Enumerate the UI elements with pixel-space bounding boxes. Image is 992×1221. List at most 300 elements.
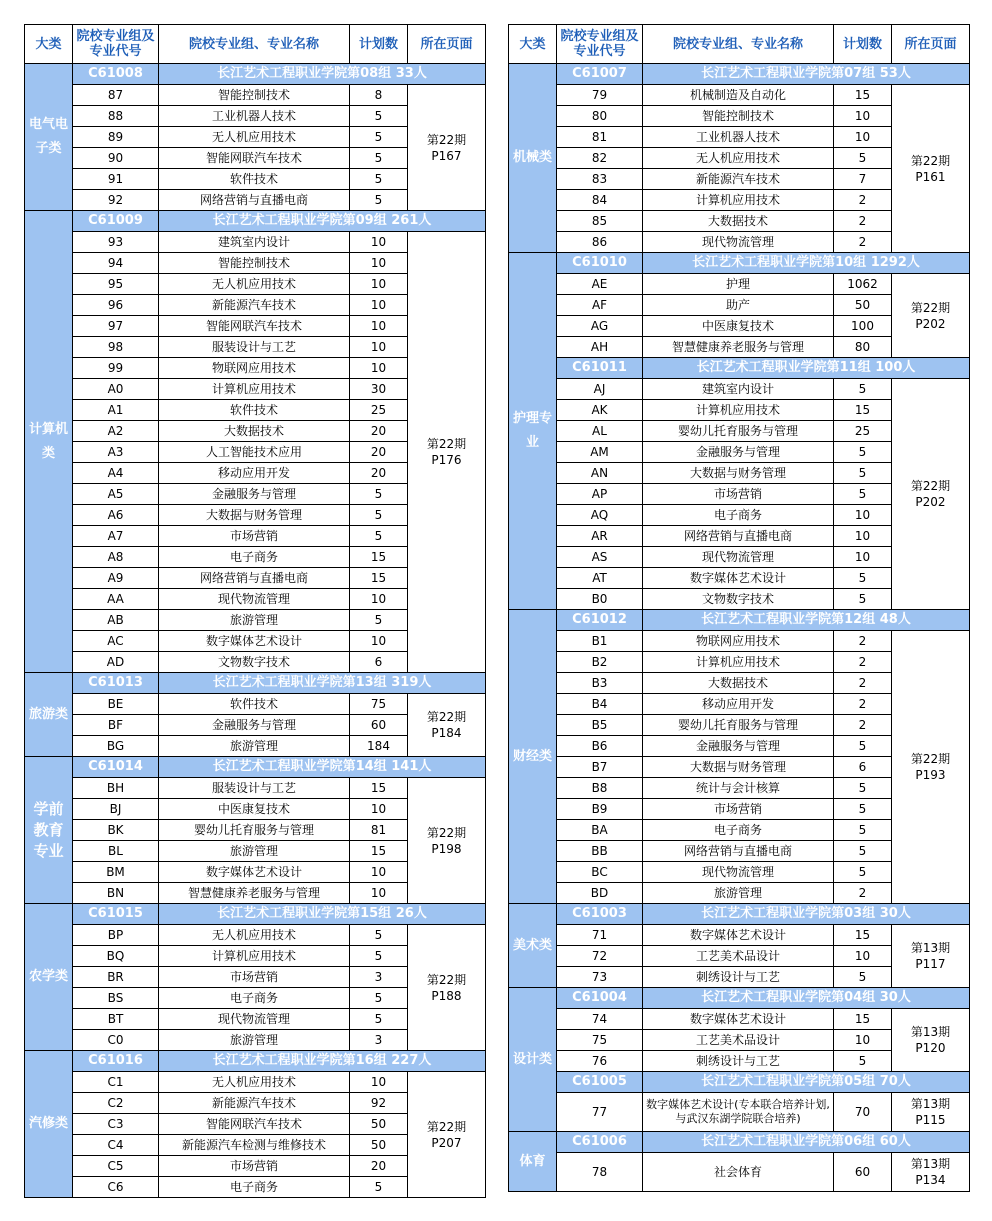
page-period: 第13期	[910, 1097, 951, 1111]
plan-count: 5	[834, 484, 892, 505]
major-code: 84	[557, 190, 643, 211]
page-period: 第13期	[910, 1157, 951, 1171]
major-name: 大数据与财务管理	[159, 505, 350, 526]
page-period: 第22期	[910, 153, 951, 168]
group-title: 长江艺术工程职业学院第11组 100人	[643, 358, 970, 379]
major-name: 现代物流管理	[643, 232, 834, 253]
major-name: 市场营销	[643, 799, 834, 820]
plan-count: 10	[834, 106, 892, 127]
major-code: 71	[557, 925, 643, 946]
major-name: 计算机应用技术	[159, 379, 350, 400]
plan-count: 5	[350, 925, 408, 946]
table-row	[509, 631, 970, 652]
major-name: 现代物流管理	[643, 547, 834, 568]
major-name: 网络营销与直播电商	[159, 190, 350, 211]
group-header-row	[25, 211, 486, 232]
major-code: 97	[73, 316, 159, 337]
group-header-row	[25, 64, 486, 85]
major-code: BF	[73, 715, 159, 736]
major-name: 大数据技术	[159, 421, 350, 442]
plan-count: 5	[834, 778, 892, 799]
major-code: 73	[557, 967, 643, 988]
table-row	[25, 925, 486, 946]
table-row	[25, 1072, 486, 1093]
major-name: 新能源汽车技术	[643, 169, 834, 190]
plan-count: 5	[350, 988, 408, 1009]
major-code: B4	[557, 694, 643, 715]
plan-count: 10	[834, 505, 892, 526]
header-plan: 计划数	[350, 25, 408, 64]
plan-count: 5	[350, 610, 408, 631]
page-period: 第22期	[426, 825, 467, 840]
plan-count: 10	[350, 1072, 408, 1093]
major-name: 智能网联汽车技术	[159, 148, 350, 169]
major-name: 统计与会计核算	[643, 778, 834, 799]
major-name: 软件技术	[159, 694, 350, 715]
major-code: BS	[73, 988, 159, 1009]
category-cell: 计算机类	[25, 211, 73, 673]
major-name: 数字媒体艺术设计(专本联合培养计划,与武汉东湖学院联合培养)	[643, 1093, 834, 1132]
major-name: 软件技术	[159, 400, 350, 421]
plan-count: 5	[834, 799, 892, 820]
group-code: C61010	[557, 253, 643, 274]
page-cell	[408, 778, 486, 904]
page-cell	[408, 694, 486, 757]
group-code: C61015	[73, 904, 159, 925]
major-code: BL	[73, 841, 159, 862]
plan-count: 10	[350, 631, 408, 652]
major-code: AA	[73, 589, 159, 610]
major-code: 92	[73, 190, 159, 211]
plan-count: 5	[350, 946, 408, 967]
plan-count: 7	[834, 169, 892, 190]
table-row	[509, 1153, 970, 1192]
page-period: 第22期	[910, 752, 951, 766]
major-code: B1	[557, 631, 643, 652]
page-number: P115	[915, 1113, 946, 1127]
category-cell: 机械类	[509, 64, 557, 253]
group-title: 长江艺术工程职业学院第13组 319人	[159, 673, 486, 694]
major-code: AG	[557, 316, 643, 337]
major-code: A5	[73, 484, 159, 505]
major-code: B5	[557, 715, 643, 736]
header-category: 大类	[25, 25, 73, 64]
page-number: P188	[431, 988, 462, 1003]
major-name: 智慧健康养老服务与管理	[643, 337, 834, 358]
major-code: A1	[73, 400, 159, 421]
group-title: 长江艺术工程职业学院第05组 70人	[643, 1072, 970, 1093]
plan-count: 2	[834, 883, 892, 904]
major-name: 现代物流管理	[159, 1009, 350, 1030]
major-code: 91	[73, 169, 159, 190]
group-code: C61013	[73, 673, 159, 694]
major-code: 96	[73, 295, 159, 316]
page-number: P202	[915, 316, 946, 331]
major-code: AF	[557, 295, 643, 316]
major-code: BE	[73, 694, 159, 715]
plan-count: 5	[834, 442, 892, 463]
major-code: AQ	[557, 505, 643, 526]
group-code: C61004	[557, 988, 643, 1009]
major-code: BB	[557, 841, 643, 862]
major-name: 建筑室内设计	[159, 232, 350, 253]
plan-count: 5	[350, 127, 408, 148]
page-cell	[892, 379, 970, 610]
major-code: A3	[73, 442, 159, 463]
major-name: 社会体育	[643, 1153, 834, 1192]
major-name: 电子商务	[643, 505, 834, 526]
plan-count: 10	[350, 232, 408, 253]
group-code: C61012	[557, 610, 643, 631]
header-row	[25, 25, 486, 64]
group-header-row	[25, 904, 486, 925]
page-cell	[408, 85, 486, 211]
major-code: C0	[73, 1030, 159, 1051]
major-name: 婴幼儿托育服务与管理	[159, 820, 350, 841]
page-number: P184	[431, 726, 462, 740]
major-code: A6	[73, 505, 159, 526]
major-name: 人工智能技术应用	[159, 442, 350, 463]
page-period: 第22期	[426, 710, 467, 724]
major-code: 86	[557, 232, 643, 253]
major-code: B0	[557, 589, 643, 610]
plan-count: 70	[834, 1093, 892, 1132]
group-title: 长江艺术工程职业学院第10组 1292人	[643, 253, 970, 274]
page-cell	[892, 274, 970, 358]
major-name: 服装设计与工艺	[159, 337, 350, 358]
major-name: 无人机应用技术	[159, 274, 350, 295]
major-name: 大数据技术	[643, 673, 834, 694]
plan-count: 10	[350, 862, 408, 883]
group-header-row	[25, 673, 486, 694]
plan-count: 60	[350, 715, 408, 736]
major-code: 74	[557, 1009, 643, 1030]
page-period: 第22期	[426, 437, 467, 451]
major-name: 金融服务与管理	[643, 736, 834, 757]
major-name: 大数据与财务管理	[643, 757, 834, 778]
group-title: 长江艺术工程职业学院第12组 48人	[643, 610, 970, 631]
page-cell	[408, 925, 486, 1051]
plan-count: 6	[350, 652, 408, 673]
plan-count: 5	[834, 862, 892, 883]
group-code: C61016	[73, 1051, 159, 1072]
major-name: 无人机应用技术	[643, 148, 834, 169]
plan-count: 2	[834, 232, 892, 253]
major-name: 机械制造及自动化	[643, 85, 834, 106]
group-code: C61008	[73, 64, 159, 85]
major-name: 新能源汽车检测与维修技术	[159, 1135, 350, 1156]
major-code: B2	[557, 652, 643, 673]
group-title: 长江艺术工程职业学院第09组 261人	[159, 211, 486, 232]
plan-count: 25	[350, 400, 408, 421]
category-cell: 设计类	[509, 988, 557, 1132]
group-code: C61006	[557, 1132, 643, 1153]
header-plan: 计划数	[834, 25, 892, 64]
plan-count: 2	[834, 694, 892, 715]
major-code: 77	[557, 1093, 643, 1132]
major-name: 文物数字技术	[643, 589, 834, 610]
major-name: 计算机应用技术	[643, 190, 834, 211]
plan-count: 10	[350, 337, 408, 358]
major-name: 工艺美术品设计	[643, 946, 834, 967]
group-header-row	[509, 64, 970, 85]
major-name: 网络营销与直播电商	[643, 841, 834, 862]
page-cell	[892, 1153, 970, 1192]
major-code: C2	[73, 1093, 159, 1114]
major-name: 软件技术	[159, 169, 350, 190]
plan-count: 184	[350, 736, 408, 757]
page-cell	[892, 1093, 970, 1132]
major-code: BP	[73, 925, 159, 946]
group-header-row	[25, 757, 486, 778]
major-name: 中医康复技术	[643, 316, 834, 337]
major-name: 助产	[643, 295, 834, 316]
plan-count: 5	[350, 526, 408, 547]
major-code: 79	[557, 85, 643, 106]
major-code: 75	[557, 1030, 643, 1051]
major-code: BD	[557, 883, 643, 904]
major-code: BH	[73, 778, 159, 799]
major-name: 刺绣设计与工艺	[643, 1051, 834, 1072]
header-code: 院校专业组及专业代号	[557, 25, 643, 64]
plan-count: 20	[350, 463, 408, 484]
plan-count: 5	[350, 169, 408, 190]
major-name: 计算机应用技术	[643, 652, 834, 673]
plan-count: 50	[350, 1114, 408, 1135]
group-code: C61009	[73, 211, 159, 232]
group-title: 长江艺术工程职业学院第16组 227人	[159, 1051, 486, 1072]
plan-count: 1062	[834, 274, 892, 295]
plan-count: 2	[834, 190, 892, 211]
plan-count: 5	[834, 463, 892, 484]
group-header-row	[509, 253, 970, 274]
category-cell: 汽修类	[25, 1051, 73, 1198]
plan-count: 20	[350, 1156, 408, 1177]
plan-count: 8	[350, 85, 408, 106]
plan-count: 15	[834, 85, 892, 106]
plan-count: 5	[834, 589, 892, 610]
plan-count: 5	[350, 106, 408, 127]
group-code: C61014	[73, 757, 159, 778]
plan-count: 5	[834, 967, 892, 988]
right-table	[508, 24, 970, 1192]
major-code: AT	[557, 568, 643, 589]
header-name: 院校专业组、专业名称	[159, 25, 350, 64]
major-code: AM	[557, 442, 643, 463]
plan-count: 10	[350, 589, 408, 610]
major-name: 无人机应用技术	[159, 925, 350, 946]
major-code: 72	[557, 946, 643, 967]
plan-count: 5	[834, 1051, 892, 1072]
plan-count: 81	[350, 820, 408, 841]
major-name: 大数据与财务管理	[643, 463, 834, 484]
group-code: C61011	[557, 358, 643, 379]
major-name: 市场营销	[159, 526, 350, 547]
major-code: BQ	[73, 946, 159, 967]
plan-count: 10	[350, 358, 408, 379]
page-number: P176	[431, 453, 462, 467]
major-code: AK	[557, 400, 643, 421]
major-code: AH	[557, 337, 643, 358]
plan-count: 10	[834, 547, 892, 568]
plan-count: 6	[834, 757, 892, 778]
major-code: BJ	[73, 799, 159, 820]
plan-count: 10	[350, 253, 408, 274]
major-code: 80	[557, 106, 643, 127]
plan-count: 5	[834, 820, 892, 841]
major-name: 新能源汽车技术	[159, 1093, 350, 1114]
major-name: 市场营销	[159, 1156, 350, 1177]
category-cell: 农学类	[25, 904, 73, 1051]
major-code: 76	[557, 1051, 643, 1072]
group-title: 长江艺术工程职业学院第04组 30人	[643, 988, 970, 1009]
major-code: BM	[73, 862, 159, 883]
plan-count: 15	[834, 1009, 892, 1030]
plan-count: 92	[350, 1093, 408, 1114]
plan-count: 15	[350, 778, 408, 799]
table-row	[25, 232, 486, 253]
major-name: 电子商务	[643, 820, 834, 841]
page-period: 第22期	[910, 300, 951, 315]
major-code: AE	[557, 274, 643, 295]
major-code: AS	[557, 547, 643, 568]
major-name: 金融服务与管理	[159, 715, 350, 736]
plan-count: 5	[350, 484, 408, 505]
major-name: 电子商务	[159, 988, 350, 1009]
plan-count: 75	[350, 694, 408, 715]
major-name: 工艺美术品设计	[643, 1030, 834, 1051]
plan-count: 25	[834, 421, 892, 442]
plan-count: 10	[834, 526, 892, 547]
major-code: 88	[73, 106, 159, 127]
major-name: 物联网应用技术	[159, 358, 350, 379]
major-name: 数字媒体艺术设计	[643, 925, 834, 946]
group-title: 长江艺术工程职业学院第07组 53人	[643, 64, 970, 85]
major-code: 81	[557, 127, 643, 148]
page-period: 第13期	[910, 941, 951, 955]
page-cell	[892, 1009, 970, 1072]
major-name: 智能网联汽车技术	[159, 316, 350, 337]
page-period: 第13期	[910, 1025, 951, 1039]
major-name: 服装设计与工艺	[159, 778, 350, 799]
major-name: 新能源汽车技术	[159, 295, 350, 316]
plan-count: 10	[350, 295, 408, 316]
plan-count: 5	[350, 190, 408, 211]
major-code: AN	[557, 463, 643, 484]
category-cell: 学前教育专业	[25, 757, 73, 904]
plan-count: 2	[834, 673, 892, 694]
plan-count: 5	[350, 1009, 408, 1030]
major-name: 工业机器人技术	[643, 127, 834, 148]
plan-count: 10	[834, 1030, 892, 1051]
plan-count: 60	[834, 1153, 892, 1192]
page-number: P202	[915, 495, 946, 509]
major-name: 中医康复技术	[159, 799, 350, 820]
major-name: 移动应用开发	[643, 694, 834, 715]
major-name: 智能控制技术	[643, 106, 834, 127]
group-header-row	[509, 1132, 970, 1153]
table-row	[25, 694, 486, 715]
major-code: 93	[73, 232, 159, 253]
major-name: 婴幼儿托育服务与管理	[643, 715, 834, 736]
major-code: 83	[557, 169, 643, 190]
plan-count: 10	[834, 127, 892, 148]
major-code: BA	[557, 820, 643, 841]
page-number: P167	[431, 148, 462, 163]
group-header-row	[509, 358, 970, 379]
major-name: 智能网联汽车技术	[159, 1114, 350, 1135]
major-name: 智能控制技术	[159, 253, 350, 274]
major-name: 计算机应用技术	[159, 946, 350, 967]
group-code: C61007	[557, 64, 643, 85]
header-row	[509, 25, 970, 64]
table-row	[509, 925, 970, 946]
major-code: BR	[73, 967, 159, 988]
major-name: 智能控制技术	[159, 85, 350, 106]
major-name: 无人机应用技术	[159, 1072, 350, 1093]
plan-count: 5	[350, 505, 408, 526]
category-cell: 旅游类	[25, 673, 73, 757]
page-number: P193	[915, 768, 946, 782]
plan-count: 15	[350, 841, 408, 862]
group-header-row	[509, 1072, 970, 1093]
plan-count: 5	[834, 379, 892, 400]
major-code: A8	[73, 547, 159, 568]
major-code: 99	[73, 358, 159, 379]
major-code: 95	[73, 274, 159, 295]
major-name: 市场营销	[643, 484, 834, 505]
category-cell: 体育	[509, 1132, 557, 1192]
major-code: A9	[73, 568, 159, 589]
table-row	[509, 379, 970, 400]
page-cell	[408, 232, 486, 673]
major-name: 网络营销与直播电商	[643, 526, 834, 547]
page-cell	[892, 85, 970, 253]
major-code: B3	[557, 673, 643, 694]
category-cell: 电气电子类	[25, 64, 73, 211]
plan-count: 5	[834, 568, 892, 589]
major-code: 87	[73, 85, 159, 106]
major-name: 旅游管理	[159, 736, 350, 757]
major-name: 智慧健康养老服务与管理	[159, 883, 350, 904]
category-cell: 护理专业	[509, 253, 557, 610]
page-period: 第22期	[426, 972, 467, 987]
group-title: 长江艺术工程职业学院第14组 141人	[159, 757, 486, 778]
major-code: BG	[73, 736, 159, 757]
major-name: 数字媒体艺术设计	[643, 1009, 834, 1030]
group-header-row	[25, 1051, 486, 1072]
group-header-row	[509, 610, 970, 631]
major-name: 旅游管理	[159, 1030, 350, 1051]
major-name: 数字媒体艺术设计	[159, 631, 350, 652]
major-name: 电子商务	[159, 1177, 350, 1198]
plan-count: 50	[834, 295, 892, 316]
plan-count: 20	[350, 442, 408, 463]
page-number: P198	[431, 841, 462, 856]
major-name: 文物数字技术	[159, 652, 350, 673]
major-code: C3	[73, 1114, 159, 1135]
page-number: P117	[915, 957, 946, 971]
major-name: 大数据技术	[643, 211, 834, 232]
major-code: A2	[73, 421, 159, 442]
major-code: 82	[557, 148, 643, 169]
major-code: AL	[557, 421, 643, 442]
plan-count: 10	[350, 274, 408, 295]
table-row	[25, 85, 486, 106]
page-number: P120	[915, 1041, 946, 1055]
major-code: 98	[73, 337, 159, 358]
plan-count: 15	[350, 568, 408, 589]
